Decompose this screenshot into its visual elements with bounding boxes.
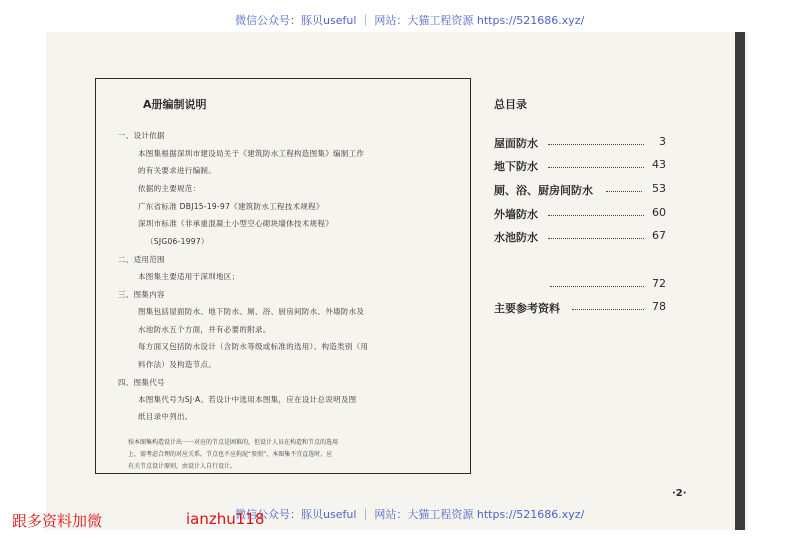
page-edge-shadow (735, 32, 745, 530)
toc-entry (494, 206, 666, 222)
toc-entry (494, 135, 666, 151)
promo-text: 跟多资料加微 (12, 512, 103, 530)
toc-entry-label: 水池防水 (494, 231, 538, 244)
toc-entry (494, 158, 666, 174)
toc-leader-dots (548, 167, 644, 168)
toc-leader-dots (548, 215, 644, 216)
body-line: 依据的主要规范： (138, 184, 201, 193)
page-number: ·2· (672, 488, 687, 499)
body-line: 料作法）及构造节点。 (138, 360, 216, 369)
body-line: 水池防水五个方面，并有必要的附录。 (138, 325, 271, 334)
toc-entry (494, 182, 666, 198)
body-line: 深圳市标准《非承重混凝土小型空心砌块墙体技术规程》 (138, 219, 333, 228)
toc-entry-page: 53 (652, 182, 666, 195)
toc-entry-label: 厕、浴、厨房间防水 (494, 184, 593, 197)
toc-entry-page: 60 (652, 206, 666, 219)
toc-entry-page: 67 (652, 229, 666, 242)
footnote-line: 按本图集构造设计出一一对应的节点是困难的，但设计人员在构造和节点的选用 (128, 439, 339, 446)
toc-entry-label: 主要参考资料 (494, 302, 560, 315)
watermark-bottom: 微信公众号：豚贝useful ｜ 网站：大猫工程资源 https://521686.xyz/ (235, 508, 585, 521)
body-line: 本图集根据深圳市建设局关于《建筑防水工程构造图集》编制工作 (138, 149, 365, 158)
toc-leader-dots (572, 309, 644, 310)
footnote-line: 有关节点设计原则，由设计人自行设计。 (128, 463, 237, 470)
section-heading: 三、图集内容 (118, 290, 165, 299)
toc-entry (494, 277, 666, 293)
toc-entry (494, 229, 666, 245)
toc-title: 总目录 (494, 98, 527, 111)
toc-leader-dots (548, 144, 644, 145)
body-line: 每方面又包括防水设计（含防水等级或标准的选用）、构造类别（用 (138, 342, 369, 351)
section-heading: 四、图集代号 (118, 378, 165, 387)
toc-leader-dots (606, 191, 642, 192)
toc-entry (494, 300, 666, 316)
body-line: 本图集主要适用于深圳地区； (138, 272, 240, 281)
body-line: 纸目录中列出。 (138, 412, 193, 421)
toc-entry-label: 外墙防水 (494, 208, 538, 221)
section-heading: 一、设计依据 (118, 131, 165, 140)
toc-entry-page: 72 (652, 277, 666, 290)
toc-leader-dots (548, 238, 644, 239)
promo-contact: ianzhu118 (186, 510, 265, 528)
explanation-title: A册编制说明 (143, 98, 207, 111)
toc-entry-label: 屋面防水 (494, 137, 538, 150)
body-line: 的有关要求进行编制。 (138, 166, 216, 175)
toc-entry-page: 43 (652, 158, 666, 171)
toc-entry-label: 地下防水 (494, 160, 538, 173)
body-line: 广东省标准 DBJ15-19-97《建筑防水工程技术规程》 (138, 202, 324, 211)
toc-entry-page: 78 (652, 300, 666, 313)
body-line: 图集包括屋面防水、地下防水、厕、浴、厨房间防水、外墙防水及 (138, 307, 365, 316)
toc-entry-page: 3 (659, 135, 666, 148)
body-line: （SJG06-1997） (146, 237, 209, 246)
watermark-top: 微信公众号：豚贝useful ｜ 网站：大猫工程资源 https://521686.xyz/ (235, 14, 585, 27)
footnote-line: 上，需考虑合理的对应关系。节点也不应拘泥“参照”，本图集不宜直选时，应 (128, 451, 333, 458)
toc-leader-dots (550, 286, 644, 287)
section-heading: 二、适用范围 (118, 255, 165, 264)
body-line: 本图集代号为SJ·A。若设计中选用本图集，应在设计总说明及图 (138, 395, 357, 404)
